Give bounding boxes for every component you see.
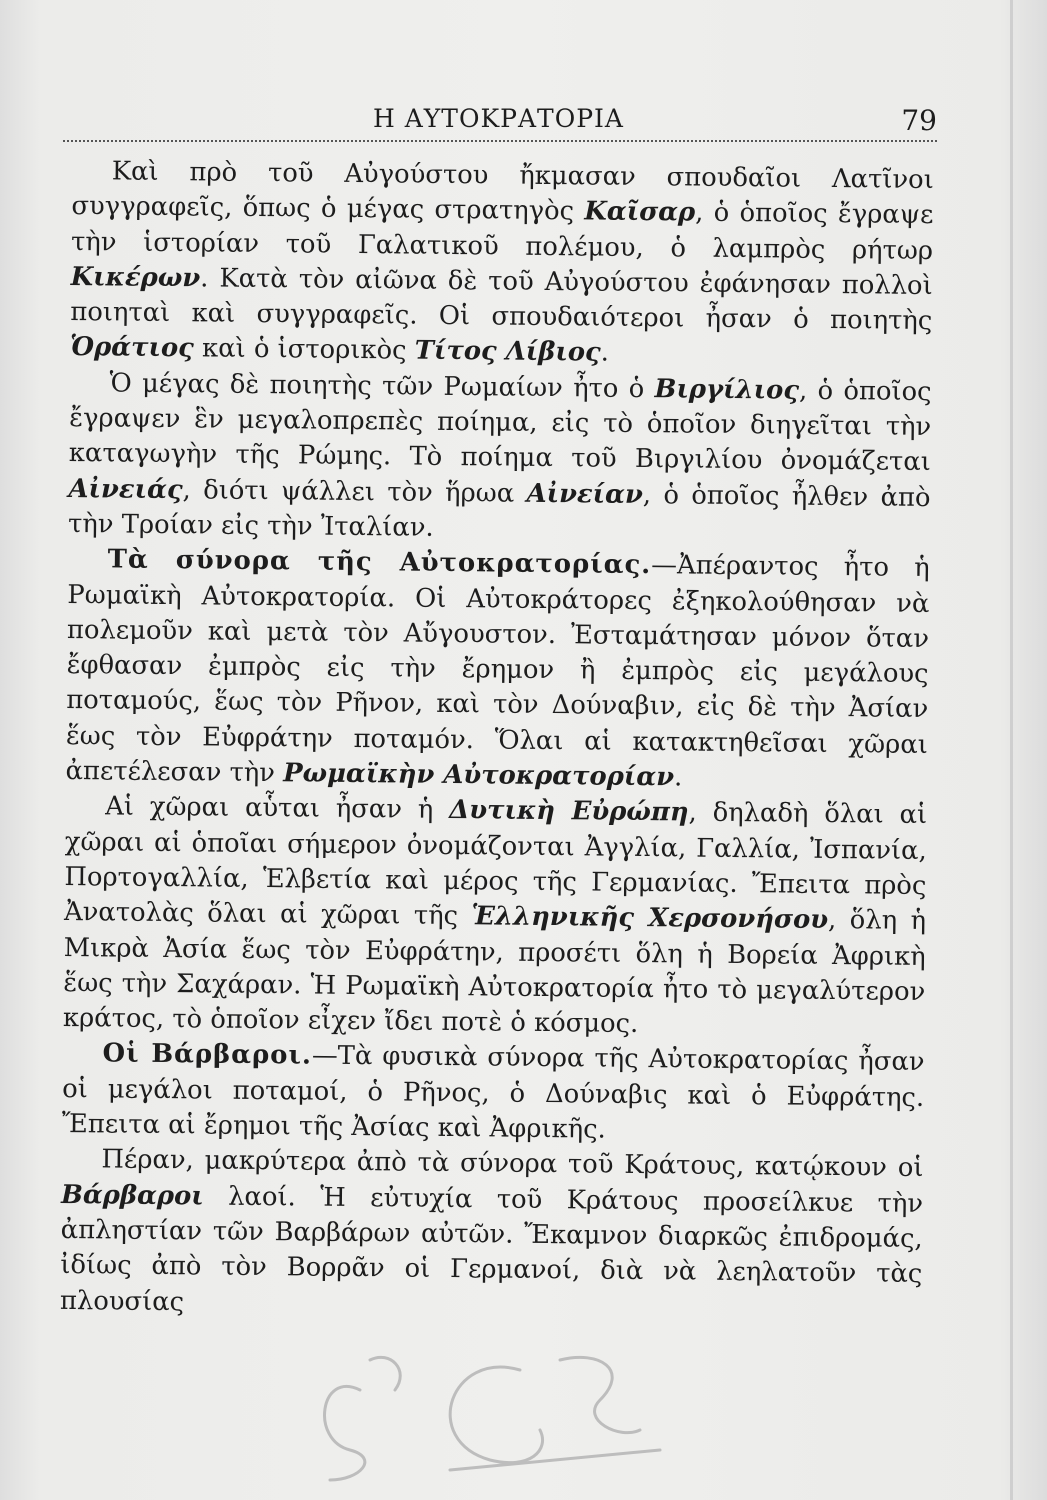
- paragraph-1: [70, 154, 934, 375]
- emphasized-term: Αἰνειάς: [68, 473, 183, 505]
- emphasized-term: Τίτος Λίβιος: [414, 336, 601, 369]
- emphasized-term: Βιργίλιος: [654, 373, 800, 406]
- text-run: —Τὰ φυσικὰ σύνορα τῆς Αὐτοκρατορίας ἦσαν οἱ μεγάλοι ποταμοί, ὁ Ρῆνος, ὁ Δούναβις καὶ ὁ Εὐφράτης. Ἔπειτα αἱ ἔρημοι τῆς Ἀσίας καὶ Ἀφρικῆς.: [61, 1040, 925, 1145]
- text-run: . Κατὰ τὸν αἰῶνα δὲ τοῦ Αὐγούστου ἐφάνησαν πολλοὶ ποιηταὶ καὶ συγγραφεῖς. Οἱ σπουδαιότεροι ἦσαν ὁ ποιητὴς: [70, 263, 933, 337]
- paragraph-4-regions: [63, 789, 928, 1045]
- section-heading: Τὰ σύνορα τῆς Αὐτοκρατορίας.: [107, 544, 652, 581]
- page-number: 79: [901, 104, 937, 137]
- text-run: λαοί. Ἡ εὐτυχία τοῦ Κράτους προσείλκυε τὴν ἀπληστίαν τῶν Βαρβάρων αὐτῶν. Ἔκαμνον διαρκῶς ἐπιδρομάς, ἰδίως ἀπὸ τὸν Βορρᾶν οἱ Γερμανοί, διὰ νὰ λεηλατοῦν τὰς πλουσίας: [59, 1181, 924, 1317]
- text-run: , ὁ ὁποῖος ἔγραψε τὴν ἱστορίαν τοῦ Γαλατικοῦ πολέμου, ὁ λαμπρὸς ρήτωρ: [70, 197, 934, 266]
- emphasized-term: Ρωμαϊκὴν Αὐτοκρατορίαν: [282, 758, 675, 793]
- text-run: Πέραν, μακρύτερα ἀπὸ τὰ σύνορα τοῦ Κράτους, κατῴκουν οἱ: [101, 1144, 924, 1184]
- text-run: Καὶ πρὸ τοῦ Αὐγούστου ἤκμασαν σπουδαῖοι Λατῖνοι συγγραφεῖς, ὅπως ὁ μέγας στρατηγὸς: [71, 156, 934, 227]
- text-run: , ὁ ὁποῖος ἦλθεν ἀπὸ τὴν Τροίαν εἰς τὴν Ἰταλίαν.: [67, 479, 931, 543]
- text-run: καὶ ὁ ἱστορικὸς: [193, 333, 415, 367]
- emphasized-term: Κικέρων: [70, 261, 201, 294]
- text-run: , δηλαδὴ ὅλαι αἱ χῶραι αἱ ὁποῖαι σήμερον ὀνομάζονται Ἀγγλία, Γαλλία, Ἰσπανία, Πορτογαλλία, Ἑλβετία καὶ μέρος τῆς Γερμανίας. Ἔπειτα πρὸς Ἀνατολὰς ὅλαι αἱ χῶραι τῆς: [63, 797, 928, 932]
- text-run: , ὅλη ἡ Μικρὰ Ἀσία ἕως τὸν Εὐφράτην, προσέτι ὅλη ἡ Βορεία Ἀφρικὴ ἕως τὴν Σαχάραν. Ἡ Ρωμαϊκὴ Αὐτοκρατορία ἦτο τὸ μεγαλύτερον κράτος, τὸ ὁποῖον εἶχεν ἴδει ποτὲ ὁ κόσμος.: [62, 905, 927, 1040]
- page-fold-shadow: [1010, 0, 1013, 1500]
- text-run: , διότι ψάλλει τὸν ἥρωα: [182, 474, 527, 509]
- emphasized-term: Ἑλληνικῆς Χερσονήσου: [471, 901, 829, 936]
- text-run: Ὁ μέγας δὲ ποιητὴς τῶν Ρωμαίων ἦτο ὁ: [109, 368, 655, 404]
- section-heading: Οἱ Βάρβαροι.: [102, 1038, 313, 1071]
- paragraph-5-barbarians: [62, 1036, 925, 1151]
- body-text: [60, 154, 934, 1328]
- header-dotted-rule: [63, 140, 937, 142]
- paragraph-3-borders: [65, 542, 930, 798]
- emphasized-term: Αἰνείαν: [526, 478, 644, 510]
- text-run: .: [673, 762, 683, 793]
- emphasized-term: Καῖσαρ: [584, 196, 696, 228]
- emphasized-term: Βάρβαροι: [60, 1179, 204, 1212]
- text-run: .: [600, 338, 610, 369]
- handwritten-signature: [300, 1330, 680, 1490]
- paragraph-2: [68, 366, 932, 552]
- emphasized-term: Ὁράτιος: [69, 332, 194, 364]
- chapter-title: Η ΑΥΤΟΚΡΑΤΟΡΙΑ: [373, 104, 624, 133]
- paragraph-6: [60, 1142, 924, 1328]
- text-run: , ὁ ὁποῖος ἔγραψεν ἓν μεγαλοπρεπὲς ποίημα, εἰς τὸ ὁποῖον διηγεῖται τὴν καταγωγὴν τῆς Ρώμης. Τὸ ποίημα τοῦ Βιργιλίου ὀνομάζεται: [68, 375, 932, 478]
- running-header: [63, 100, 937, 146]
- text-run: Αἱ χῶραι αὗται ἦσαν ἡ: [105, 791, 450, 826]
- emphasized-term: Δυτικὴ Εὐρώπη: [449, 795, 689, 828]
- text-run: —Ἀπέραντος ἦτο ἡ Ρωμαϊκὴ Αὐτοκρατορία. Οἱ Αὐτοκράτορες ἐξηκολούθησαν νὰ πολεμοῦν καὶ μετὰ τὸν Αὔγουστον. Ἐσταμάτησαν μόνον ὅταν ἔφθασαν ἐμπρὸς εἰς τὴν ἔρημον ἢ ἐμπρὸς εἰς μεγάλους ποταμούς, ἕως τὸν Ρῆνον, καὶ τὸν Δούναβιν, εἰς δὲ τὴν Ἀσίαν ἕως τὸν Εὐφράτην ποταμόν. Ὅλαι αἱ κατακτηθεῖσαι χῶραι ἀπετέλεσαν τὴν: [65, 550, 930, 789]
